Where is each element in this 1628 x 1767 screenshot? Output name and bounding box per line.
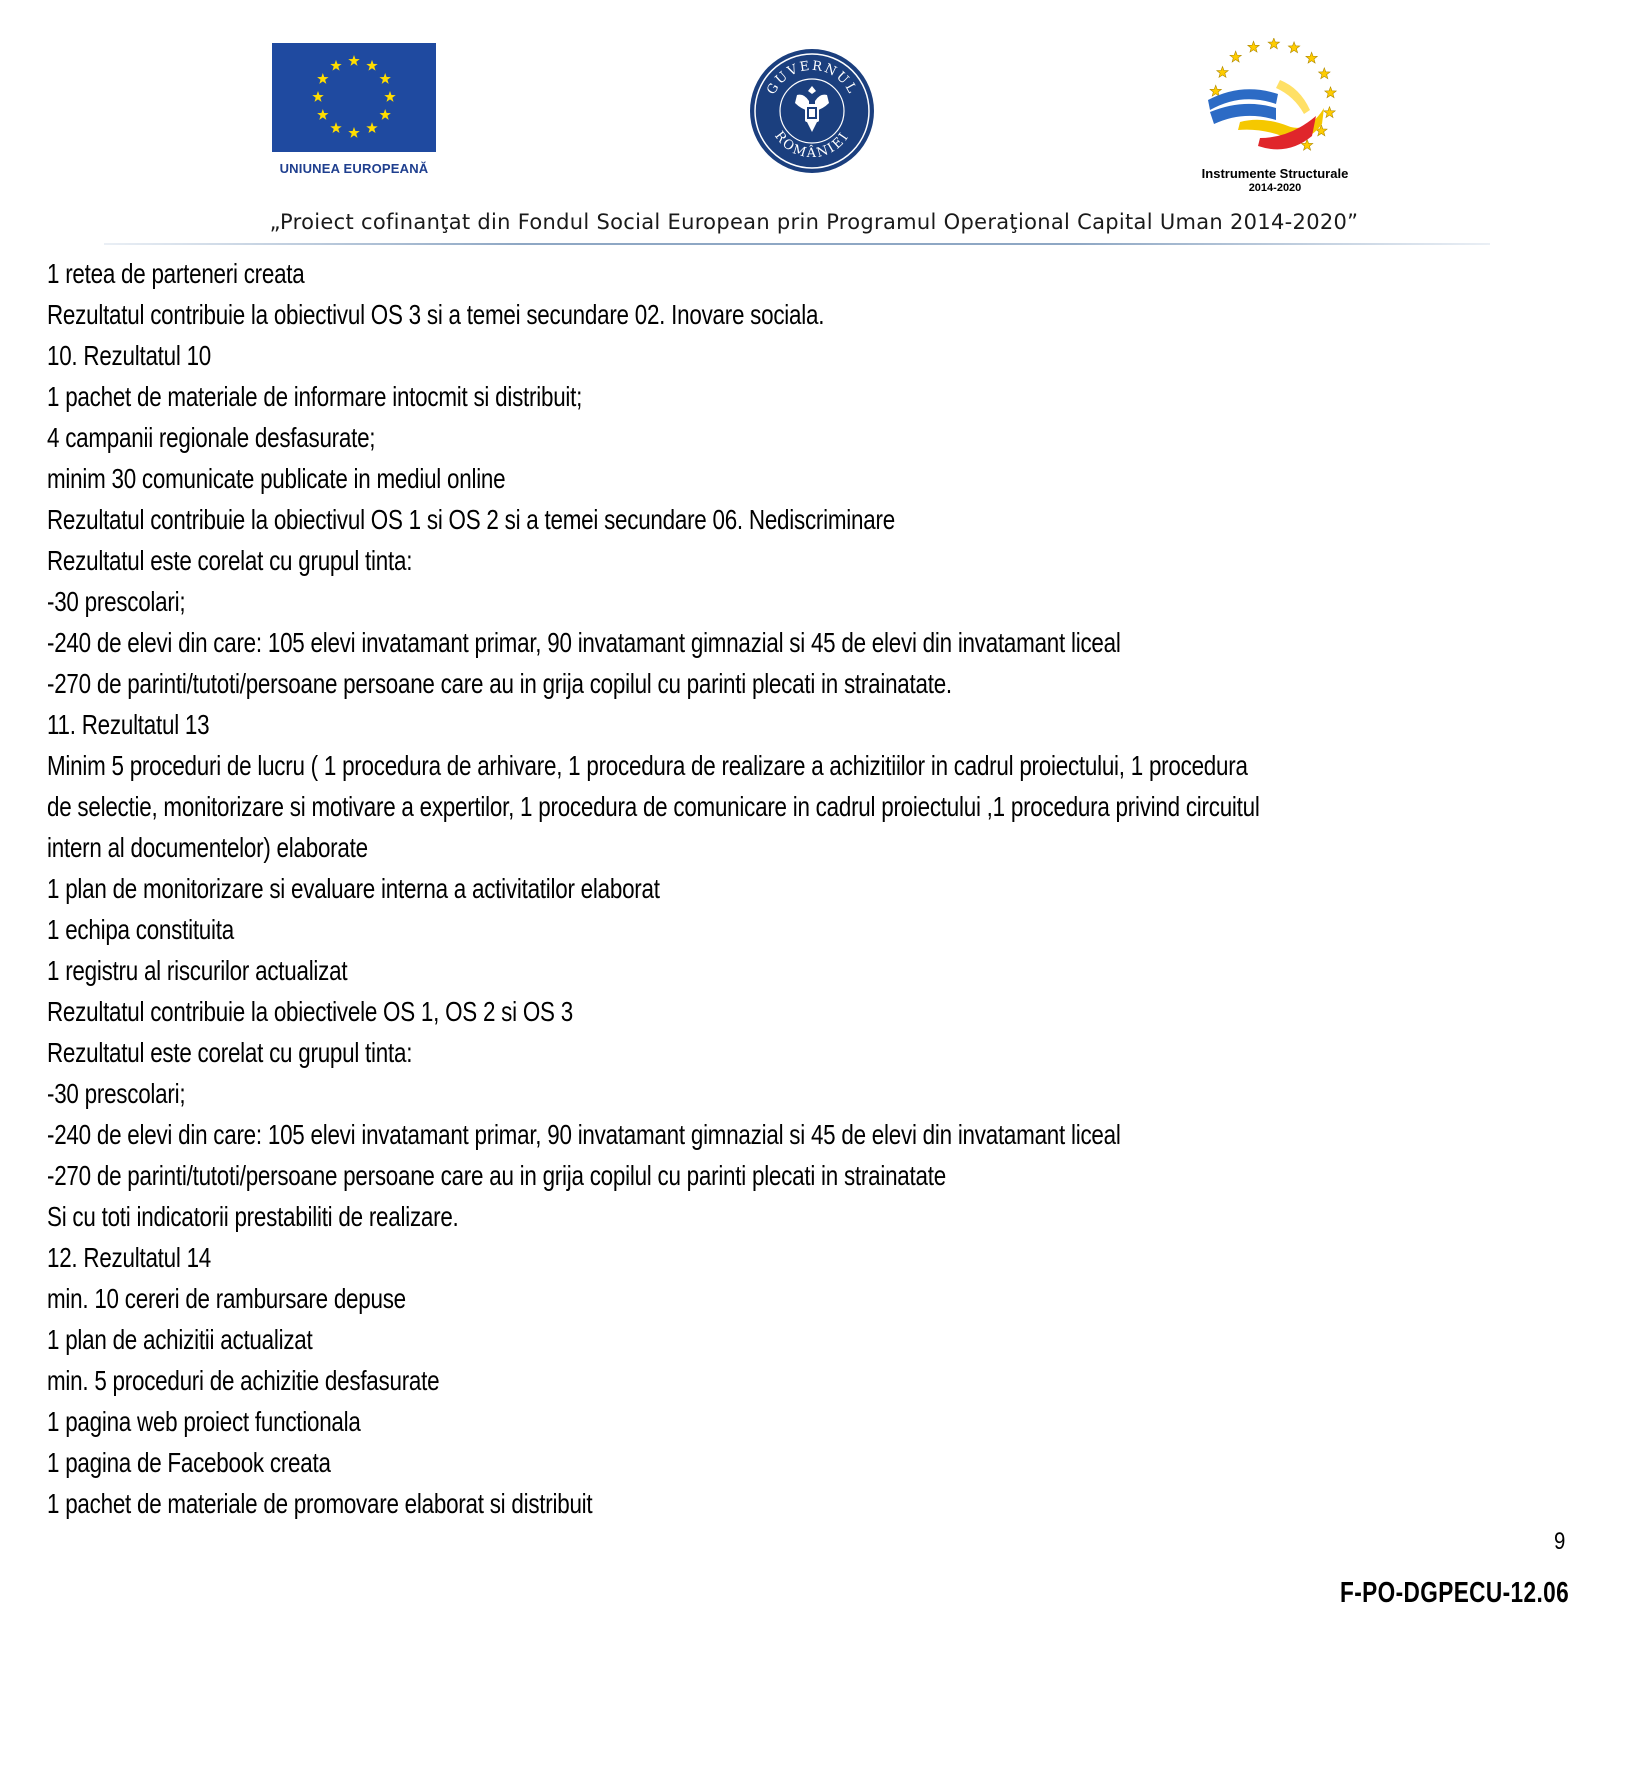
header-divider: [104, 243, 1490, 245]
text-line: Rezultatul contribuie la obiectivul OS 1 si OS 2 si a temei secundare 06. Nediscriminare: [47, 504, 895, 535]
text-line: min. 10 cereri de rambursare depuse: [47, 1283, 406, 1314]
instrumente-structurale-label: [1160, 166, 1390, 196]
is-star-icon: [1210, 85, 1221, 96]
text-line: 4 campanii regionale desfasurate;: [47, 422, 376, 453]
section-heading: 12. Rezultatul 14: [47, 1242, 212, 1273]
text-line: Si cu toti indicatorii prestabiliti de realizare.: [47, 1201, 459, 1232]
form-code: F-PO-DGPECU-12.06: [1340, 1577, 1570, 1609]
is-star-icon: [1268, 38, 1279, 49]
text-line: 1 retea de parteneri creata: [47, 258, 305, 289]
text-line: -270 de parinti/tutoti/persoane persoane care au in grija copilul cu parinti plecati in strainatate.: [47, 668, 952, 699]
seal-text-bottom: ROMÂNIEI: [771, 128, 853, 162]
is-star-icon: [1325, 87, 1336, 98]
text-line: intern al documentelor) elaborate: [47, 832, 368, 863]
text-line: -240 de elevi din care: 105 elevi invatamant primar, 90 invatamant gimnazial si 45 de elevi din invatamant liceal: [47, 1119, 1121, 1150]
text-line: Rezultatul contribuie la obiectivul OS 3 si a temei secundare 02. Inovare sociala.: [47, 299, 825, 330]
text-line: de selectie, monitorizare si motivare a expertilor, 1 procedura de comunicare in cadrul proiectului ,1 procedura privind circuitul: [47, 791, 1260, 822]
page-number: 9: [1554, 1528, 1566, 1555]
is-star-icon: [1230, 51, 1241, 62]
text-line: minim 30 comunicate publicate in mediul online: [47, 463, 506, 494]
text-line: 1 pagina de Facebook creata: [47, 1447, 331, 1478]
text-line: Minim 5 proceduri de lucru ( 1 procedura de arhivare, 1 procedura de realizare a achizitiilor in cadrul proiectului, 1 procedura: [47, 750, 1248, 781]
text-line: Rezultatul este corelat cu grupul tinta:: [47, 545, 413, 576]
text-line: 1 pachet de materiale de promovare elaborat si distribuit: [47, 1488, 593, 1519]
text-line: min. 5 proceduri de achizitie desfasurate: [47, 1365, 440, 1396]
text-line: 1 plan de monitorizare si evaluare interna a activitatilor elaborat: [47, 873, 660, 904]
eu-label: UNIUNEA EUROPEANĂ: [279, 161, 429, 176]
text-line: 1 echipa constituita: [47, 914, 234, 945]
is-star-icon: [1324, 107, 1335, 118]
seal-text-top: GUVERNUL: [764, 58, 860, 98]
text-line: -30 prescolari;: [47, 1078, 186, 1109]
text-line: Rezultatul este corelat cu grupul tinta:: [47, 1037, 413, 1068]
project-cofinancing-line: „Proiect cofinanţat din Fondul Social European prin Programul Operaţional Capital Uman 2014-2020”: [269, 210, 1359, 234]
is-label-title: Instrumente Structurale: [1201, 166, 1349, 181]
text-line: Rezultatul contribuie la obiectivele OS 1, OS 2 si OS 3: [47, 996, 573, 1027]
is-star-icon: [1319, 68, 1330, 79]
romanian-government-seal: [749, 48, 875, 174]
is-label-years: 2014-2020: [1248, 182, 1302, 194]
text-line: 1 pagina web proiect functionala: [47, 1406, 361, 1437]
text-line: 1 registru al riscurilor actualizat: [47, 955, 348, 986]
section-heading: 10. Rezultatul 10: [47, 340, 212, 371]
instrumente-structurale-logo: [1200, 38, 1346, 160]
text-line: -240 de elevi din care: 105 elevi invatamant primar, 90 invatamant gimnazial si 45 de elevi din invatamant liceal: [47, 627, 1121, 658]
text-line: 1 pachet de materiale de informare intocmit si distribuit;: [47, 381, 583, 412]
text-line: 1 plan de achizitii actualizat: [47, 1324, 313, 1355]
text-line: -30 prescolari;: [47, 586, 186, 617]
is-star-icon: [1248, 41, 1259, 52]
is-star-icon: [1306, 52, 1317, 63]
is-star-icon: [1217, 66, 1228, 77]
eu-flag-logo: [272, 43, 436, 152]
is-star-icon: [1288, 42, 1299, 53]
text-line: -270 de parinti/tutoti/persoane persoane care au in grija copilul cu parinti plecati in strainatate: [47, 1160, 946, 1191]
document-body: [47, 253, 1563, 1524]
section-heading: 11. Rezultatul 13: [47, 709, 210, 740]
